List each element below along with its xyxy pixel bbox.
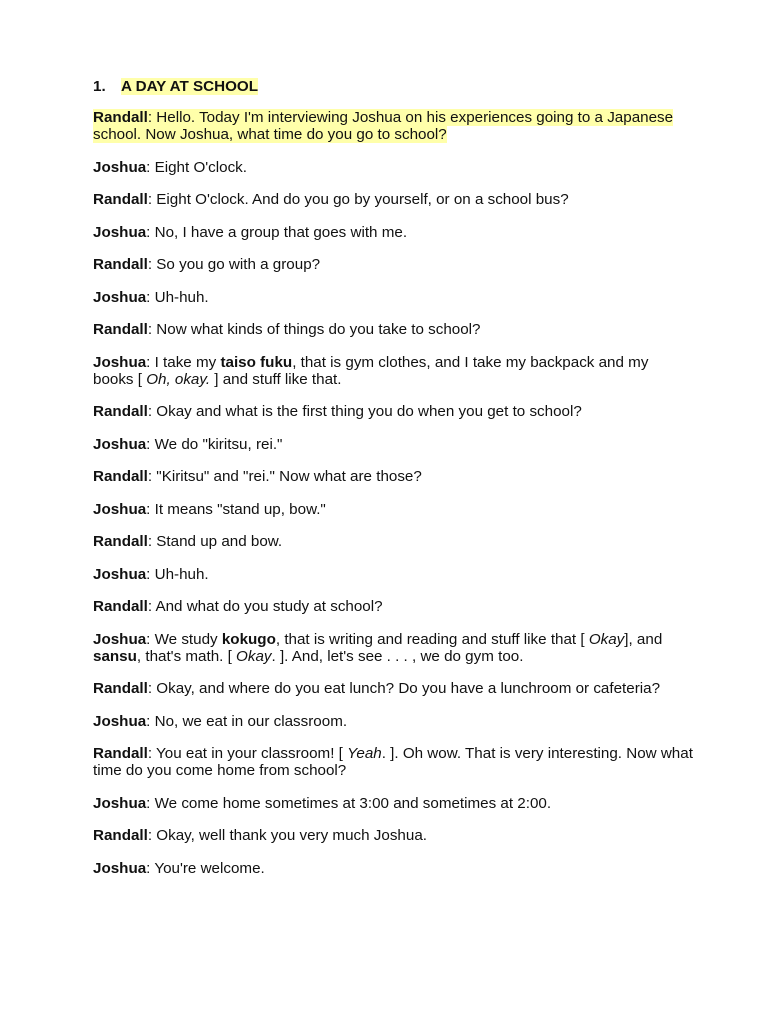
utterance-text: : No, I have a group that goes with me. [146, 223, 408, 241]
speaker-name: Joshua [93, 794, 147, 812]
line-text [93, 191, 569, 208]
dialogue-line [93, 109, 693, 143]
utterance-text: : Okay and what is the first thing you do when you get to school? [147, 403, 582, 420]
line-text [93, 354, 648, 388]
utterance-text: , that is writing and reading and stuff like that [ [275, 630, 589, 648]
dialogue-line [93, 468, 693, 485]
utterance-text: ], and [624, 630, 663, 648]
utterance-text: : You're welcome. [146, 859, 265, 877]
utterance-text: : It means "stand up, bow." [146, 500, 326, 518]
line-text [93, 598, 383, 615]
dialogue-line [93, 403, 693, 420]
interjection: Oh, okay. [146, 370, 211, 388]
utterance-text: : We come home sometimes at 3:00 and sometimes at 2:00. [146, 794, 552, 812]
dialogue-line [93, 713, 693, 730]
dialogue-line [93, 289, 693, 306]
speaker-name: Randall [93, 256, 148, 273]
dialogue-line [93, 860, 693, 877]
dialogue-line [93, 321, 693, 338]
speaker-name: Joshua [93, 565, 147, 583]
dialogue-line [93, 745, 693, 779]
dialogue-line [93, 566, 693, 583]
dialogue-line [93, 224, 693, 241]
utterance-text: , that is gym clothes, and I take my backpack and my books [ [93, 353, 649, 388]
dialogue-line [93, 501, 693, 518]
japanese-term: kokugo [221, 630, 276, 648]
utterance-text: ] and stuff like that. [210, 370, 342, 388]
line-text [93, 501, 326, 518]
speaker-name: Joshua [93, 223, 147, 241]
utterance-text: : I take my [146, 353, 221, 371]
dialogue-line [93, 680, 693, 697]
line-text [93, 321, 481, 338]
highlighted-line-text [93, 109, 673, 143]
utterance-text: , that's math. [ [136, 647, 237, 665]
utterance-text: : "Kiritsu" and "rei." Now what are those? [147, 468, 422, 485]
dialogue-line [93, 631, 693, 665]
utterance-text: : Stand up and bow. [147, 533, 283, 550]
document-page [93, 78, 693, 892]
speaker-name: Randall [93, 191, 148, 208]
utterance-text: : You eat in your classroom! [ [147, 745, 348, 762]
utterance-text: : We do "kiritsu, rei." [146, 435, 283, 453]
speaker-name: Randall [93, 533, 148, 550]
dialogue-line [93, 795, 693, 812]
dialogue-line [93, 354, 693, 388]
line-text [93, 159, 247, 176]
speaker-name: Joshua [93, 859, 147, 877]
section-number: 1. [93, 78, 106, 95]
speaker-name: Randall [93, 321, 148, 338]
speaker-name: Joshua [93, 158, 147, 176]
utterance-text: : We study [146, 630, 222, 648]
utterance-text: . ]. Oh wow. That is very interesting. Now what time do you come home from school? [93, 745, 693, 779]
dialogue-line [93, 533, 693, 550]
speaker-name: Randall [93, 680, 148, 697]
interjection: Yeah [347, 745, 382, 762]
line-text [93, 566, 209, 583]
line-text [93, 860, 265, 877]
speaker-name: Joshua [93, 435, 147, 453]
speaker-name: Randall [93, 109, 148, 126]
utterance-text: : Uh-huh. [146, 565, 209, 583]
interjection: Okay [236, 647, 272, 665]
utterance-text: : Hello. Today I'm interviewing Joshua on his experiences going to a Japanese school. Now Joshua, what time do you go to school? [93, 109, 674, 143]
utterance-text: . ]. And, let's see . . . , we do gym too. [271, 647, 524, 665]
utterance-text: : Now what kinds of things do you take to school? [147, 321, 481, 338]
dialogue-line [93, 598, 693, 615]
line-text [93, 680, 660, 697]
line-text [93, 468, 422, 485]
speaker-name: Joshua [93, 630, 147, 648]
line-text [93, 795, 551, 812]
dialogue-line [93, 827, 693, 844]
speaker-name: Joshua [93, 500, 147, 518]
utterance-text: : Okay, and where do you eat lunch? Do you have a lunchroom or cafeteria? [147, 680, 661, 697]
speaker-name: Joshua [93, 712, 147, 730]
speaker-name: Joshua [93, 353, 147, 371]
utterance-text: : Uh-huh. [146, 288, 209, 306]
line-text [93, 533, 282, 550]
line-text [93, 827, 427, 844]
line-text [93, 436, 282, 453]
line-text [93, 631, 662, 665]
line-text [93, 256, 320, 273]
dialogue-transcript [93, 109, 693, 877]
japanese-term: sansu [93, 647, 137, 665]
interjection: Okay [588, 630, 625, 648]
line-text [93, 745, 693, 779]
speaker-name: Joshua [93, 288, 147, 306]
dialogue-line [93, 436, 693, 453]
dialogue-line [93, 191, 693, 208]
utterance-text: : Eight O'clock. And do you go by yourself, or on a school bus? [147, 191, 569, 208]
utterance-text: : And what do you study at school? [147, 598, 383, 615]
japanese-term: taiso fuku [220, 353, 293, 371]
speaker-name: Randall [93, 827, 148, 844]
utterance-text: : Eight O'clock. [146, 158, 247, 176]
speaker-name: Randall [93, 403, 148, 420]
utterance-text: : So you go with a group? [147, 256, 321, 273]
dialogue-line [93, 159, 693, 176]
section-title: A DAY AT SCHOOL [121, 78, 258, 95]
line-text [93, 289, 209, 306]
utterance-text: : Okay, well thank you very much Joshua. [147, 827, 427, 844]
line-text [93, 713, 347, 730]
section-heading [93, 78, 693, 95]
speaker-name: Randall [93, 745, 148, 762]
line-text [93, 403, 582, 420]
dialogue-line [93, 256, 693, 273]
line-text [93, 224, 407, 241]
utterance-text: : No, we eat in our classroom. [146, 712, 348, 730]
speaker-name: Randall [93, 598, 148, 615]
speaker-name: Randall [93, 468, 148, 485]
